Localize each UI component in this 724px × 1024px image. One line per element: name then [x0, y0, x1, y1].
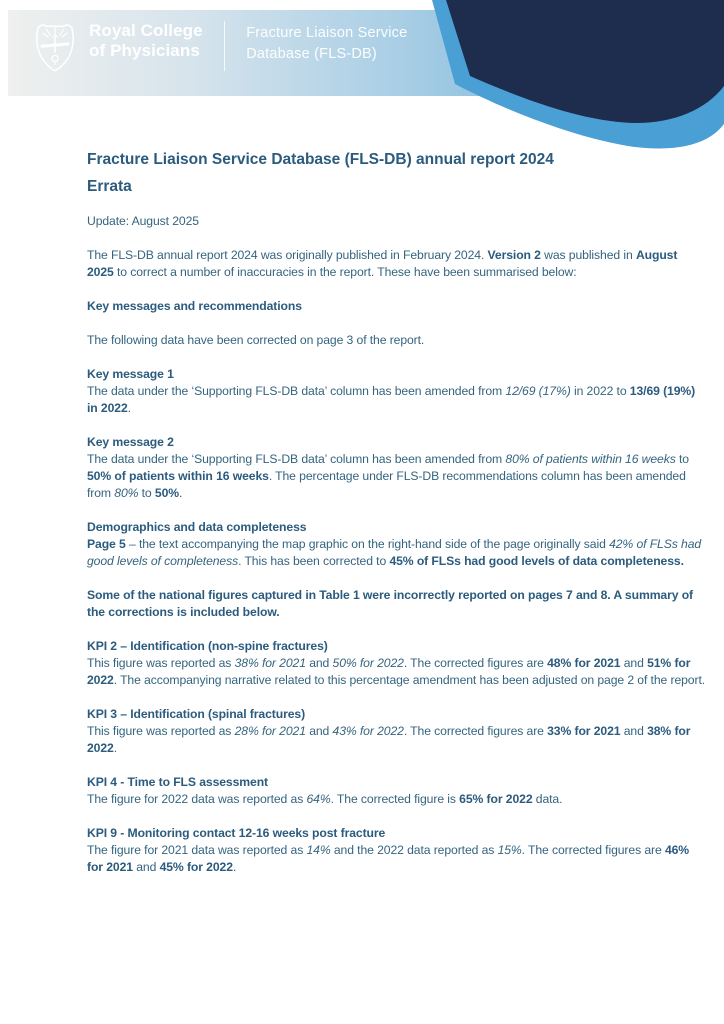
text-run: . — [232, 860, 237, 874]
text-run: 28% for 2021 — [234, 724, 306, 738]
rcp-shield-icon — [32, 20, 78, 74]
text-run: 80% of patients within 16 weeks — [505, 452, 676, 466]
org-name — [89, 21, 203, 61]
text-run: 45% for 2022 — [159, 860, 233, 874]
page-title-line1: Fracture Liaison Service Database (FLS-DB) annual report 2024 — [87, 151, 554, 168]
text-run: 64% — [306, 792, 331, 806]
text-run: in 2022 to — [570, 384, 630, 398]
brand-block — [32, 18, 407, 74]
page-title-line2: Errata — [87, 178, 132, 195]
product-title-line2: Database (FLS-DB) — [246, 46, 377, 62]
text-run: 51% for 2022 — [87, 656, 691, 687]
text-run: and the 2022 data reported as — [330, 843, 498, 857]
text-run: 50% — [154, 486, 179, 500]
section-heading: Key message 1 — [87, 367, 174, 381]
section-heading: Key messages and recommendations — [87, 299, 302, 313]
paragraph — [87, 587, 707, 621]
section-heading: KPI 4 - Time to FLS assessment — [87, 775, 269, 789]
text-run: . The accompanying narrative related to this percentage amendment has been adjusted on page 2 of the report. — [113, 673, 706, 687]
text-run: 43% for 2022 — [332, 724, 404, 738]
section-heading: KPI 3 – Identification (spinal fractures) — [87, 707, 306, 721]
text-run: and — [132, 860, 160, 874]
text-run: 33% for 2021 — [547, 724, 621, 738]
product-title-line1: Fracture Liaison Service — [246, 25, 408, 41]
text-run: . This has been corrected to — [238, 554, 390, 568]
header-navy-shape — [446, 0, 724, 123]
text-run: 15% — [497, 843, 522, 857]
page-title — [87, 146, 707, 200]
text-run: 50% of patients within 16 weeks — [87, 469, 269, 483]
text-run: 38% for 2022 — [87, 724, 691, 755]
text-run: . The corrected figure is — [330, 792, 460, 806]
text-run: 42% of FLSs had good levels of completeness — [87, 537, 702, 568]
paragraph — [87, 706, 707, 757]
text-run: . The corrected figures are — [521, 843, 665, 857]
text-run: 45% of FLSs had good levels of data completeness. — [389, 554, 684, 568]
paragraph — [87, 298, 707, 315]
document-content — [87, 146, 707, 893]
text-run: August 2025 — [87, 248, 678, 279]
text-run: 14% — [306, 843, 331, 857]
text-run: 50% for 2022 — [332, 656, 404, 670]
text-run: The figure for 2021 data was reported as — [87, 843, 307, 857]
text-run: to correct a number of inaccuracies in the report. These have been summarised below: — [113, 265, 577, 279]
text-run: The data under the ‘Supporting FLS-DB data’ column has been amended from — [87, 384, 506, 398]
section-heading: Demographics and data completeness — [87, 520, 307, 534]
section-heading: KPI 2 – Identification (non-spine fractures) — [87, 639, 328, 653]
text-run: was published in — [540, 248, 636, 262]
paragraph — [87, 332, 707, 349]
paragraph — [87, 247, 707, 281]
text-run: The following data have been corrected on page 3 of the report. — [87, 333, 425, 347]
org-name-line1: Royal College — [89, 21, 203, 40]
text-run: 48% for 2021 — [547, 656, 621, 670]
text-run: This figure was reported as — [87, 656, 235, 670]
header-divider — [224, 21, 226, 71]
text-run: . The percentage under FLS-DB recommendations column has been amended from — [87, 469, 686, 500]
paragraph — [87, 774, 707, 808]
paragraph — [87, 366, 707, 417]
text-run: Some of the national figures captured in Table 1 were incorrectly reported on pages 7 and 8. A summary of the corrections is included below. — [87, 588, 694, 619]
section-heading: Key message 2 — [87, 435, 174, 449]
text-run: to — [675, 452, 689, 466]
text-run: Version 2 — [487, 248, 541, 262]
section-heading: KPI 9 - Monitoring contact 12-16 weeks post fracture — [87, 826, 386, 840]
text-run: 80% — [114, 486, 139, 500]
update-line: Update: August 2025 — [87, 214, 199, 228]
org-name-line2: of Physicians — [89, 41, 200, 60]
text-run: 65% for 2022 — [459, 792, 533, 806]
text-run: The figure for 2022 data was reported as — [87, 792, 307, 806]
text-run: data. — [532, 792, 563, 806]
paragraph — [87, 825, 707, 876]
text-run: 12/69 (17%) — [505, 384, 571, 398]
text-run: 13/69 (19%) in 2022 — [87, 384, 696, 415]
product-title — [246, 23, 407, 65]
text-run: . — [179, 486, 183, 500]
text-run: The data under the ‘Supporting FLS-DB data’ column has been amended from — [87, 452, 506, 466]
document-body — [87, 247, 707, 876]
text-run: and — [305, 656, 333, 670]
text-run: . The corrected figures are — [403, 724, 548, 738]
text-run: and — [620, 656, 648, 670]
header-banner — [0, 0, 724, 170]
text-run: and — [305, 724, 333, 738]
text-run: . The corrected figures are — [403, 656, 548, 670]
paragraph — [87, 434, 707, 502]
text-run: This figure was reported as — [87, 724, 235, 738]
text-run: 46% for 2021 — [87, 843, 690, 874]
text-run: . — [113, 741, 118, 755]
text-run: to — [138, 486, 155, 500]
text-run: 38% for 2021 — [234, 656, 306, 670]
text-run: – the text accompanying the map graphic on the right-hand side of the page originally said — [125, 537, 610, 551]
text-run: The FLS-DB annual report 2024 was originally published in February 2024. — [87, 248, 488, 262]
paragraph — [87, 638, 707, 689]
text-run: . — [127, 401, 131, 415]
text-run: and — [620, 724, 648, 738]
text-run: Page 5 — [87, 537, 126, 551]
paragraph — [87, 519, 707, 570]
